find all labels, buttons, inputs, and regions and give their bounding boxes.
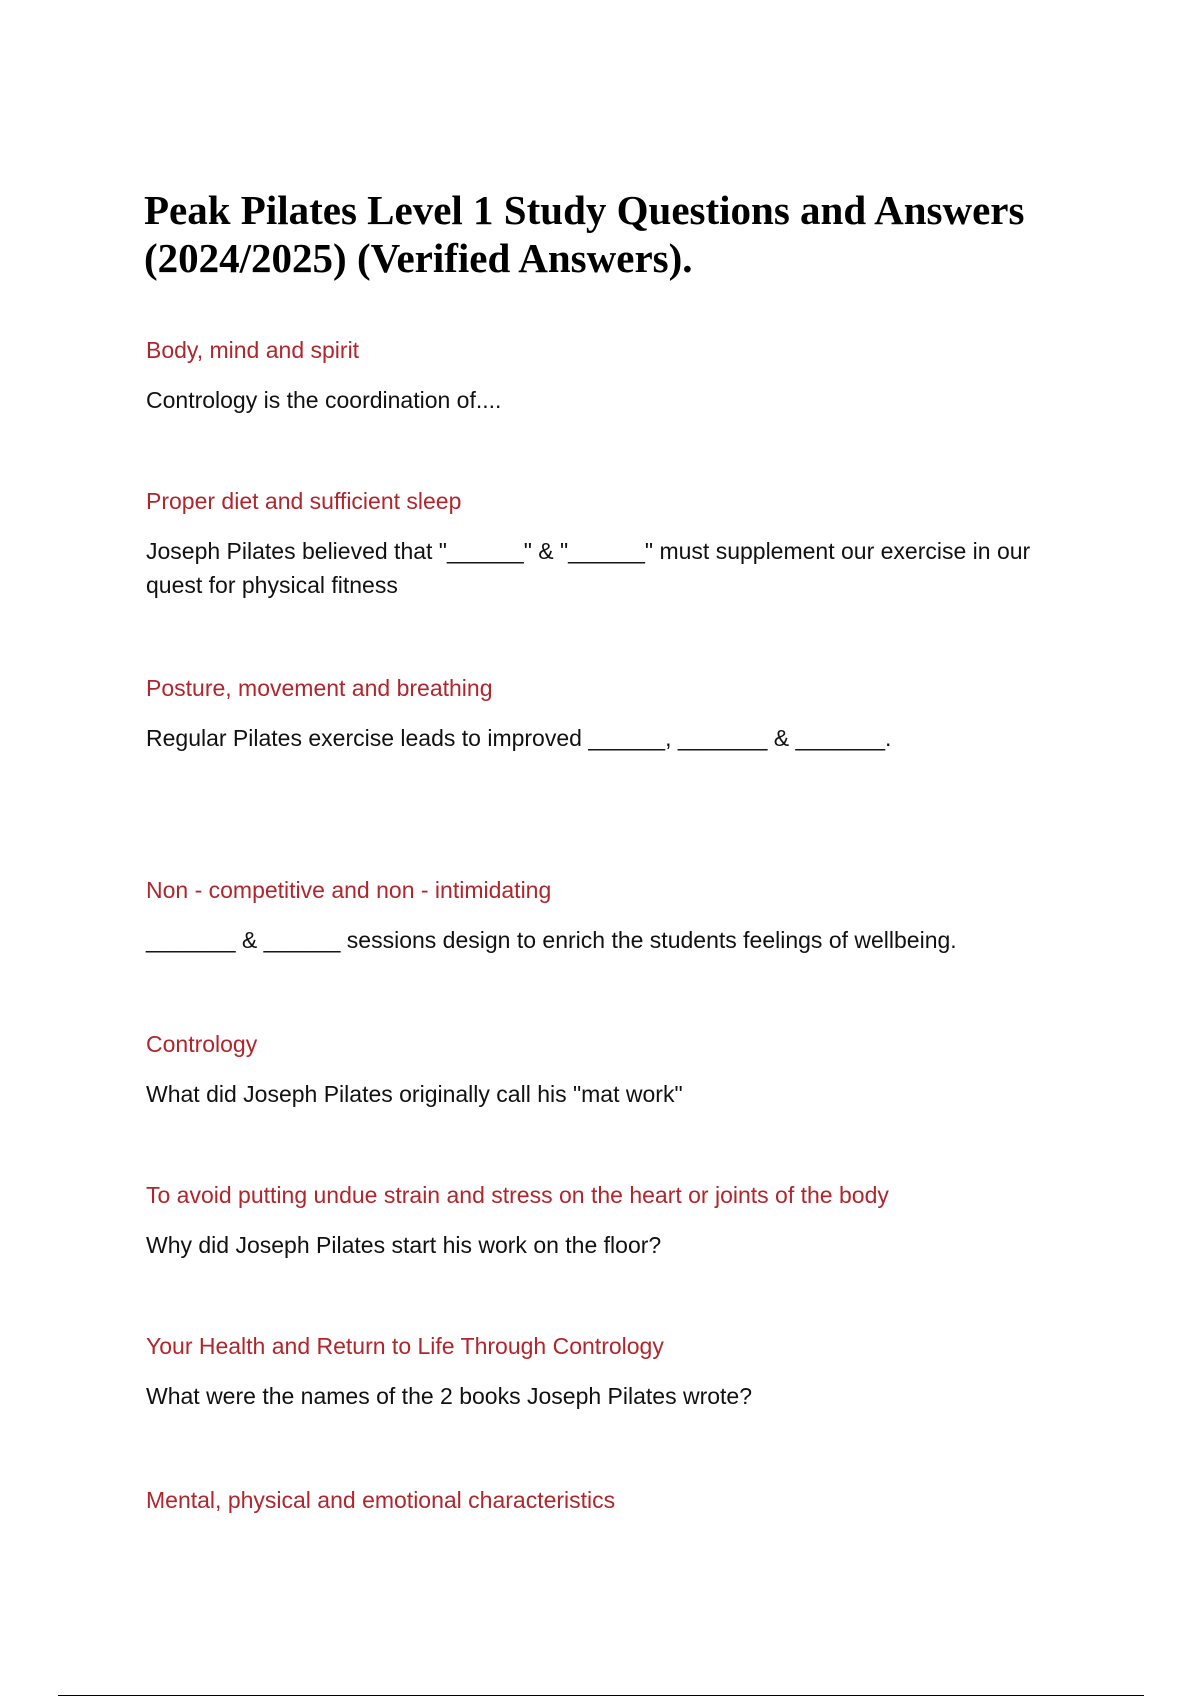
answer-text: Body, mind and spirit	[146, 337, 360, 363]
answer-text: Proper diet and sufficient sleep	[146, 488, 462, 514]
answer-text: Posture, movement and breathing	[146, 675, 493, 701]
page-footer-rule	[58, 1695, 1144, 1696]
qa-item	[146, 1483, 1086, 1517]
answer-text: To avoid putting undue strain and stress on the heart or joints of the body	[146, 1182, 889, 1208]
question-text: Regular Pilates exercise leads to improved ______, _______ & _______.	[146, 725, 892, 751]
question-text: Contrology is the coordination of....	[146, 387, 502, 413]
question-text: _______ & ______ sessions design to enrich the students feelings of wellbeing.	[146, 927, 957, 953]
qa-item	[146, 1027, 1086, 1111]
answer-text: Mental, physical and emotional characteristics	[146, 1487, 616, 1513]
qa-item	[146, 484, 1086, 602]
qa-item	[146, 1178, 1086, 1262]
question-text: What did Joseph Pilates originally call his "mat work"	[146, 1081, 683, 1107]
qa-item	[146, 873, 1086, 957]
answer-text: Contrology	[146, 1031, 258, 1057]
answer-text: Non - competitive and non - intimidating	[146, 877, 552, 903]
document-title: Peak Pilates Level 1 Study Questions and Answers (2024/2025) (Verified Answers).	[144, 187, 1025, 281]
qa-item	[146, 333, 1086, 417]
question-text: What were the names of the 2 books Joseph Pilates wrote?	[146, 1383, 752, 1409]
answer-text: Your Health and Return to Life Through Contrology	[146, 1333, 664, 1359]
qa-item	[146, 1329, 1086, 1413]
question-text: Why did Joseph Pilates start his work on the floor?	[146, 1232, 662, 1258]
qa-item	[146, 671, 1086, 755]
question-text: Joseph Pilates believed that "______" & "______" must supplement our exercise in our quest for physical fitness	[146, 538, 1031, 598]
